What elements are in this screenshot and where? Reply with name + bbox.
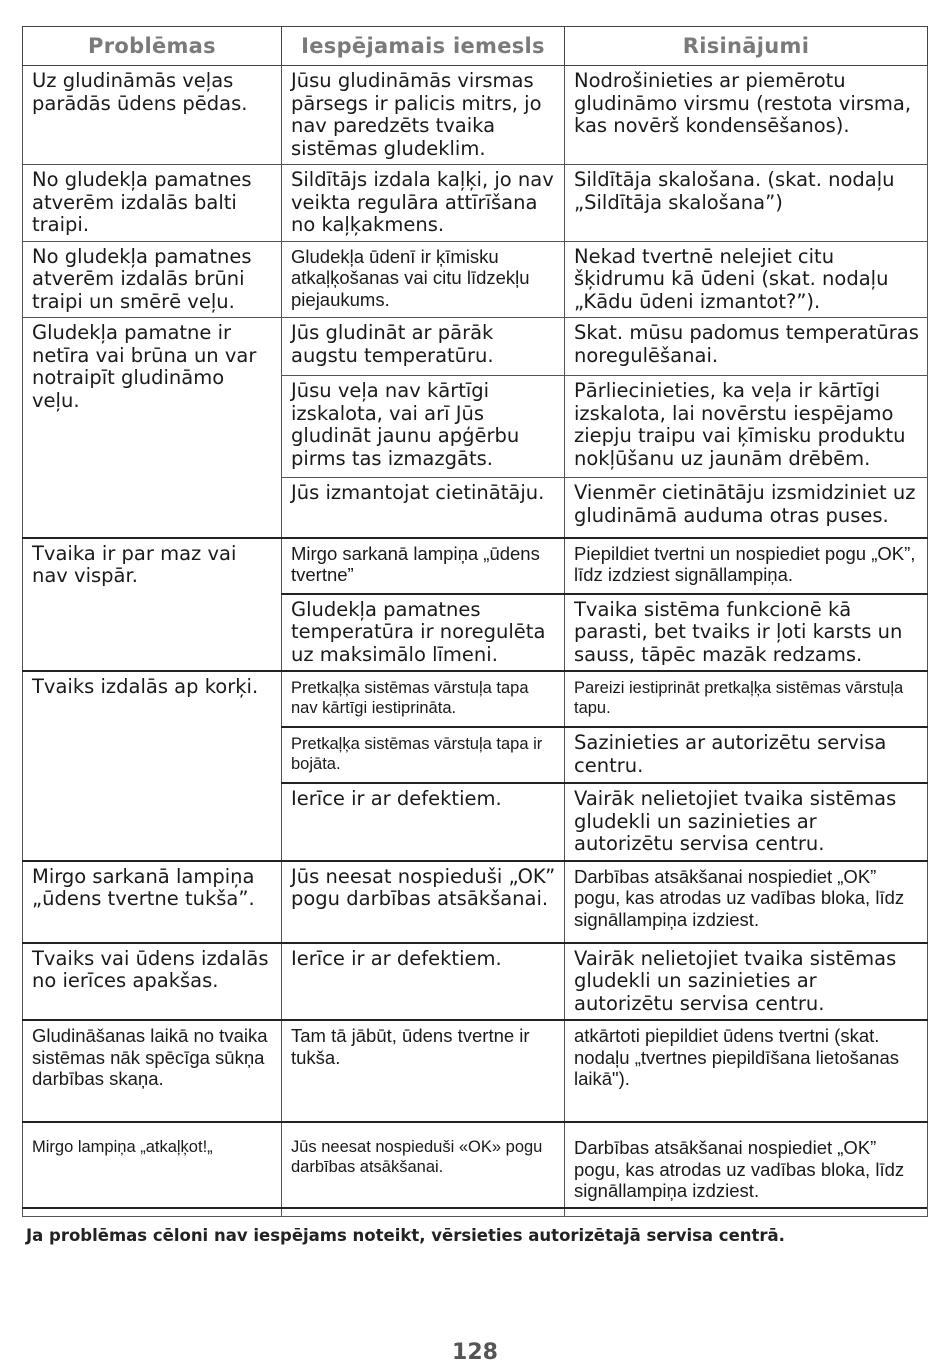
header-solutions: Risinājumi: [565, 27, 928, 66]
solution-cell: Sildītāja skalošana. (skat. nodaļu „Sildītāja skalošana”): [565, 165, 928, 242]
solution-cell: atkārtoti piepildiet ūdens tvertni (skat. nodaļu „tvertnes piepildīšana lietošanas laikā").: [565, 1020, 928, 1122]
table-row: [23, 671, 928, 727]
solution-cell: Vairāk nelietojiet tvaika sistēmas gludekli un sazinieties ar autorizētu servisa centru.: [565, 783, 928, 861]
solution-cell: Piepildiet tvertni un nospiediet pogu „OK”, līdz izdziest signāllampiņa.: [565, 538, 928, 594]
solution-cell: Vairāk nelietojiet tvaika sistēmas gludekli un sazinieties ar autorizētu servisa centru.: [565, 943, 928, 1021]
cause-cell: Jūs izmantojat cietinātāju.: [282, 478, 565, 538]
page-number: 128: [452, 1340, 498, 1365]
cause-cell: Jūs gludināt ar pārāk augstu temperatūru.: [282, 318, 565, 376]
cause-cell: Gludekļa pamatnes temperatūra ir noregulēta uz maksimālo līmeni.: [282, 594, 565, 672]
solution-cell: Vienmēr cietinātāju izsmidziniet uz gludināmā auduma otras puses.: [565, 478, 928, 538]
cause-cell: Pretkaļķa sistēmas vārstuļa tapa ir bojāta.: [282, 727, 565, 783]
solution-cell: Pareizi iestiprināt pretkaļķa sistēmas vārstuļa tapu.: [565, 671, 928, 727]
problem-cell: Tvaiks vai ūdens izdalās no ierīces apakšas.: [23, 943, 282, 1021]
cause-cell: Mirgo sarkanā lampiņa „ūdens tvertne”: [282, 538, 565, 594]
cause-cell: Gludekļa ūdenī ir ķīmisku atkaļķošanas vai citu līdzekļu piejaukums.: [282, 241, 565, 318]
problem-cell: No gludekļa pamatnes atverēm izdalās brūni traipi un smērē veļu.: [23, 241, 282, 318]
cause-cell: Ierīce ir ar defektiem.: [282, 783, 565, 861]
solution-cell: Pārliecinieties, ka veļa ir kārtīgi izskalota, lai novērstu iespējamo ziepju traipu vai ķīmisku produktu nokļūšanu uz jaunām drēbēm.: [565, 376, 928, 478]
header-problems: Problēmas: [23, 27, 282, 66]
table-row: [23, 1020, 928, 1122]
table-row: [23, 318, 928, 376]
table-row: [23, 66, 928, 165]
problem-cell: Gludekļa pamatne ir netīra vai brūna un var notraipīt gludināmo veļu.: [23, 318, 282, 538]
cause-cell: Jūs neesat nospieduši «OK» pogu darbības atsākšanai.: [282, 1122, 565, 1216]
solution-cell: Darbības atsākšanai nospiediet „OK” pogu, kas atrodas uz vadības bloka, līdz signāllampiņa izdziest.: [565, 861, 928, 943]
problem-cell: No gludekļa pamatnes atverēm izdalās balti traipi.: [23, 165, 282, 242]
cause-cell: Jūs neesat nospieduši „OK” pogu darbības atsākšanai.: [282, 861, 565, 943]
troubleshooting-table: [22, 26, 928, 1217]
cause-cell: Jūsu gludināmās virsmas pārsegs ir palicis mitrs, jo nav paredzēts tvaika sistēmas gludeklim.: [282, 66, 565, 165]
cause-cell: Ierīce ir ar defektiem.: [282, 943, 565, 1021]
table-row: [23, 538, 928, 594]
cause-cell: Jūsu veļa nav kārtīgi izskalota, vai arī Jūs gludināt jaunu apģērbu pirms tas izmazgāts.: [282, 376, 565, 478]
problem-cell: Tvaika ir par maz vai nav vispār.: [23, 538, 282, 672]
solution-cell: Darbības atsākšanai nospiediet „OK” pogu, kas atrodas uz vadības bloka, līdz signāllampiņa izdziest.: [565, 1122, 928, 1216]
bottom-divider: [22, 1207, 927, 1209]
problem-cell: Gludināšanas laikā no tvaika sistēmas nāk spēcīga sūkņa darbības skaņa.: [23, 1020, 282, 1122]
cause-cell: Pretkaļķa sistēmas vārstuļa tapa nav kārtīgi iestiprināta.: [282, 671, 565, 727]
solution-cell: Nodrošinieties ar piemērotu gludināmo virsmu (restota virsma, kas novērš kondensēšanos).: [565, 66, 928, 165]
cause-cell: Sildītājs izdala kaļķi, jo nav veikta regulāra attīrīšana no kaļķakmens.: [282, 165, 565, 242]
footer-note: Ja problēmas cēloni nav iespējams noteikt, vērsieties autorizētajā servisa centrā.: [26, 1226, 785, 1245]
solution-cell: Tvaika sistēma funkcionē kā parasti, bet tvaiks ir ļoti karsts un sauss, tāpēc mazāk redzams.: [565, 594, 928, 672]
table-row: [23, 165, 928, 242]
solution-cell: Nekad tvertnē nelejiet citu šķidrumu kā ūdeni (skat. nodaļu „Kādu ūdeni izmantot?”).: [565, 241, 928, 318]
table-row: [23, 861, 928, 943]
problem-cell: Mirgo lampiņa „atkaļķot!„: [23, 1122, 282, 1216]
solution-cell: Skat. mūsu padomus temperatūras noregulēšanai.: [565, 318, 928, 376]
table-row: [23, 241, 928, 318]
problem-cell: Tvaiks izdalās ap korķi.: [23, 671, 282, 861]
problem-cell: Mirgo sarkanā lampiņa „ūdens tvertne tukša”.: [23, 861, 282, 943]
header-cause: Iespējamais iemesls: [282, 27, 565, 66]
cause-cell: Tam tā jābūt, ūdens tvertne ir tukša.: [282, 1020, 565, 1122]
table-row: [23, 943, 928, 1021]
table-header-row: [23, 27, 928, 66]
table-row: [23, 1122, 928, 1216]
problem-cell: Uz gludināmās veļas parādās ūdens pēdas.: [23, 66, 282, 165]
solution-cell: Sazinieties ar autorizētu servisa centru.: [565, 727, 928, 783]
